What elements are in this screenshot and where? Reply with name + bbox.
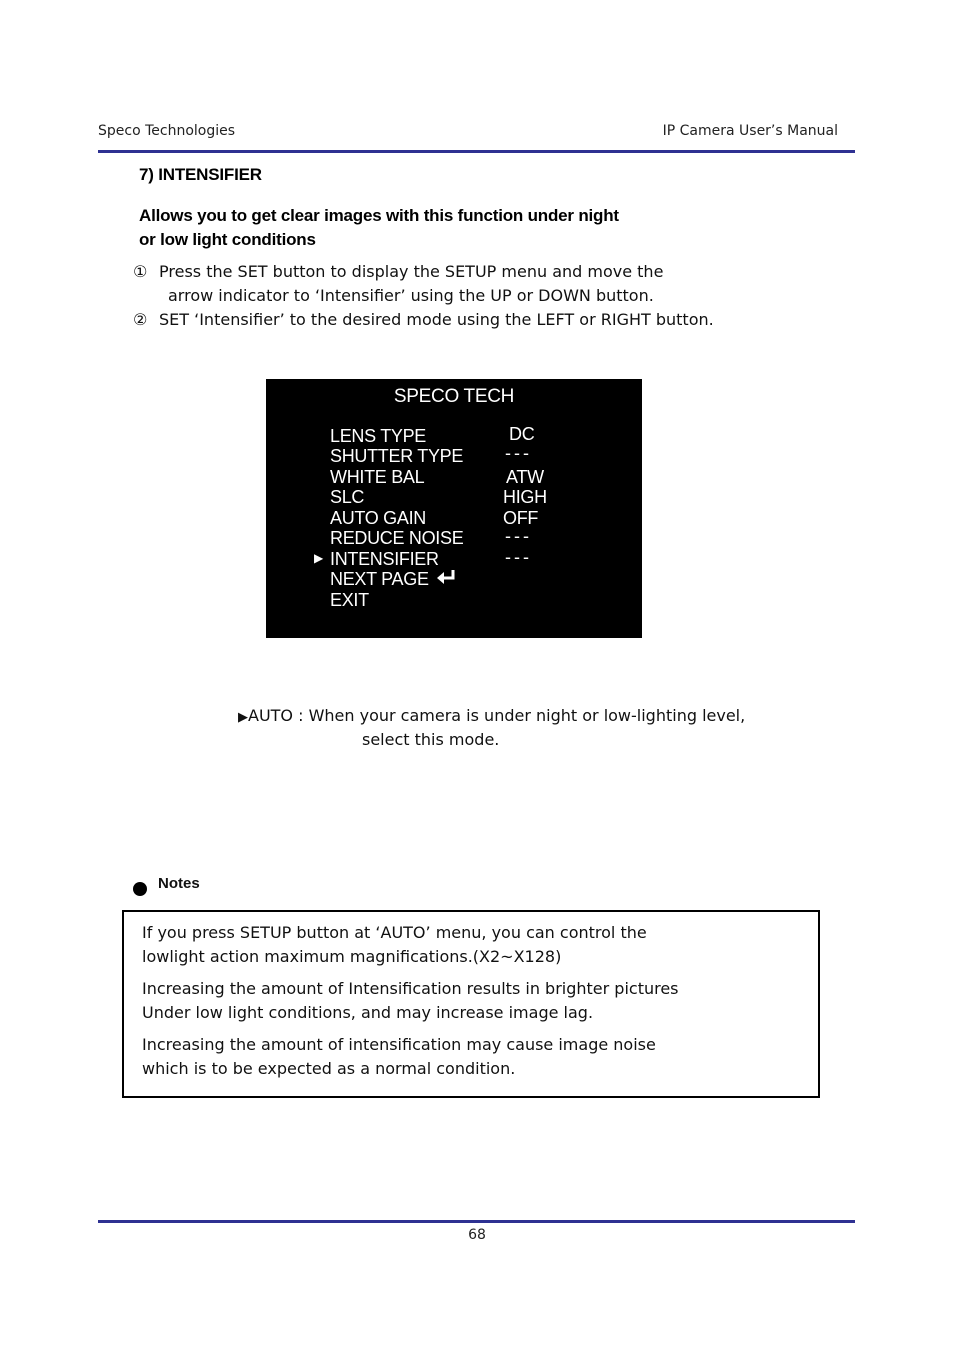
step-1 — [133, 260, 663, 308]
osd-item-next-page: NEXT PAGE — [330, 569, 429, 589]
triangle-right-icon: ▶ — [314, 551, 324, 565]
notes-box — [122, 910, 820, 1098]
osd-value-shutter-type: --- — [505, 443, 532, 463]
osd-item-slc: SLC — [330, 487, 365, 507]
page-number: 68 — [468, 1227, 486, 1243]
note-line: If you press SETUP button at ‘AUTO’ menu, you can control the — [142, 923, 647, 942]
mode-desc-text: AUTO : When your camera is under night or low-lighting level, — [248, 706, 746, 725]
step-text: SET ‘Intensifier’ to the desired mode using the LEFT or RIGHT button. — [159, 310, 714, 329]
step-text-cont: arrow indicator to ‘Intensifier’ using the UP or DOWN button. — [168, 286, 654, 305]
note-paragraph-3 — [142, 1033, 656, 1081]
mode-desc-line-2: select this mode. — [362, 730, 500, 749]
osd-value-white-bal: ATW — [506, 467, 544, 487]
header-rule — [98, 150, 855, 153]
osd-item-lens-type: LENS TYPE — [330, 426, 427, 446]
intro-line-1: Allows you to get clear images with this function under night — [139, 206, 619, 225]
osd-item-white-bal: WHITE BAL — [330, 467, 425, 487]
osd-title: SPECO TECH — [393, 386, 515, 407]
osd-item-shutter-type: SHUTTER TYPE — [330, 446, 464, 466]
osd-item-intensifier: INTENSIFIER — [330, 549, 439, 569]
osd-value-auto-gain: OFF — [503, 508, 539, 528]
note-line: Increasing the amount of intensification may cause image noise — [142, 1035, 656, 1054]
osd-value-reduce-noise: --- — [505, 526, 532, 546]
header-right: IP Camera User’s Manual — [662, 123, 838, 139]
bullet-dot-icon — [133, 882, 147, 896]
osd-value-slc: HIGH — [503, 487, 547, 507]
notes-title: Notes — [158, 875, 200, 892]
step-number: ② — [133, 310, 148, 329]
osd-item-exit: EXIT — [330, 590, 369, 610]
mode-desc-line-1 — [238, 704, 745, 730]
note-paragraph-1 — [142, 921, 647, 969]
note-line: which is to be expected as a normal condition. — [142, 1059, 516, 1078]
osd-value-intensifier: --- — [505, 547, 532, 567]
note-line: Under low light conditions, and may increase image lag. — [142, 1003, 594, 1022]
note-line: lowlight action maximum magnifications.(X2~X128) — [142, 947, 562, 966]
osd-item-auto-gain: AUTO GAIN — [330, 508, 426, 528]
return-arrow-icon — [436, 568, 458, 586]
triangle-right-icon: ▶ — [238, 710, 248, 725]
note-paragraph-2 — [142, 977, 679, 1025]
osd-menu-image — [266, 379, 642, 638]
header-left: Speco Technologies — [98, 123, 236, 139]
footer-rule — [98, 1220, 855, 1223]
step-number: ① — [133, 262, 148, 281]
step-2 — [133, 308, 714, 332]
note-line: Increasing the amount of Intensification results in brighter pictures — [142, 979, 679, 998]
osd-item-reduce-noise: REDUCE NOISE — [330, 528, 464, 548]
section-title: 7) INTENSIFIER — [139, 165, 262, 184]
osd-value-lens-type: DC — [509, 424, 535, 444]
intro-line-2: or low light conditions — [139, 230, 316, 249]
step-text: Press the SET button to display the SETUP menu and move the — [159, 262, 664, 281]
